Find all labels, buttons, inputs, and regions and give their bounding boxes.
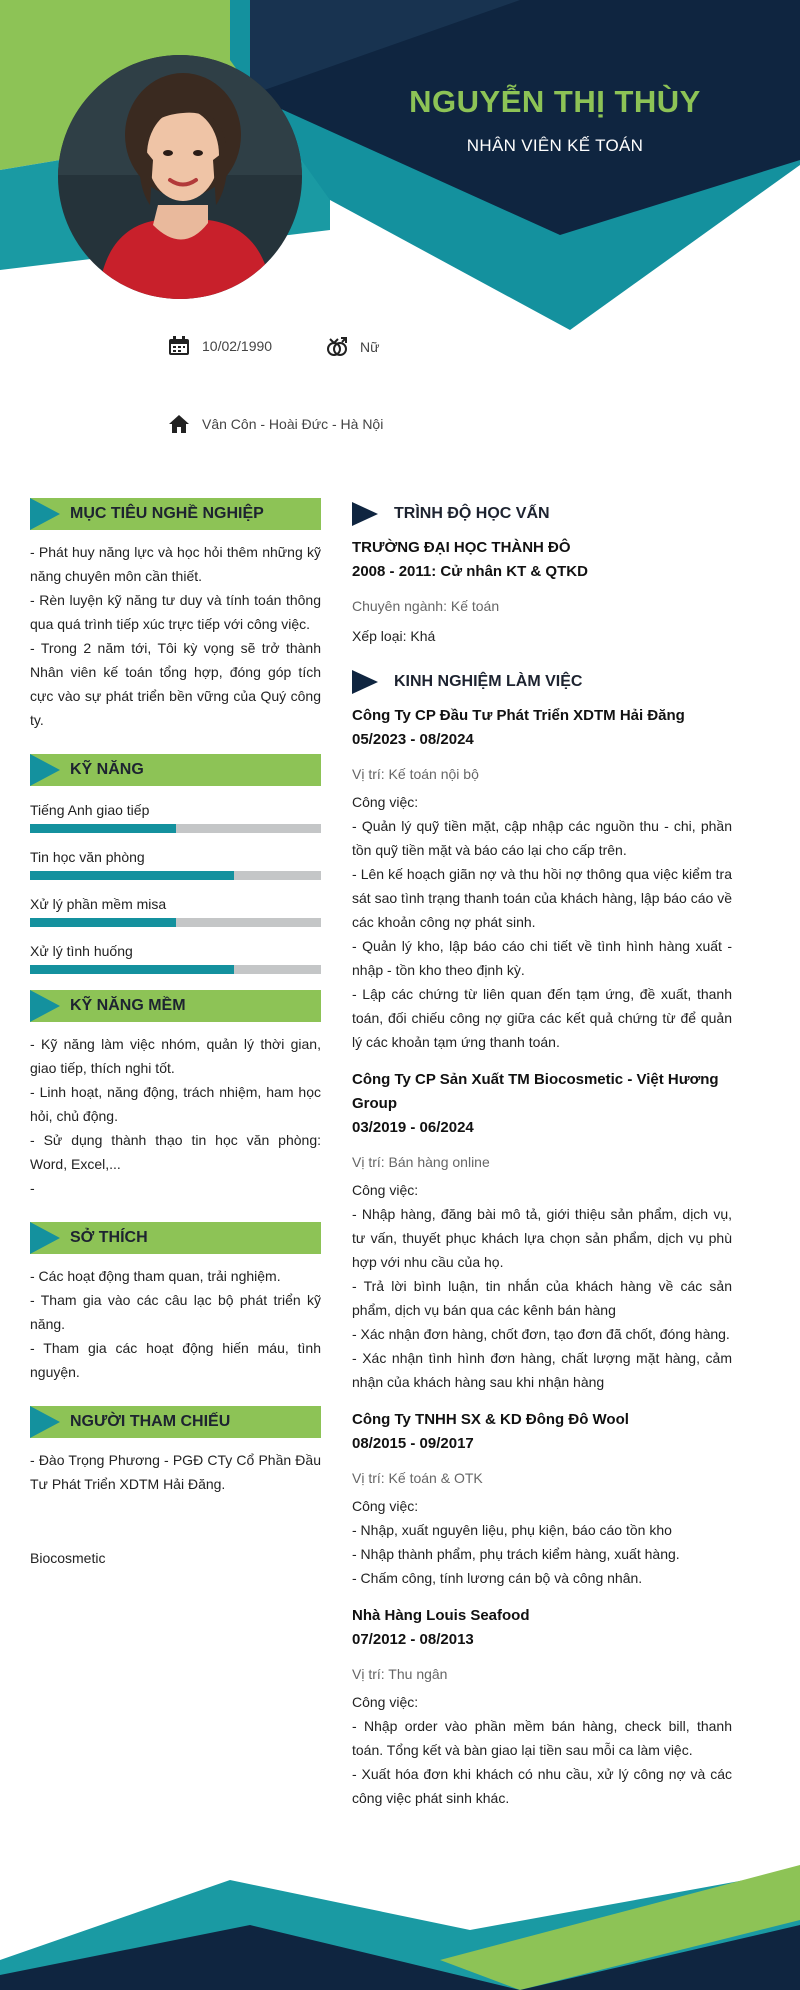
birthdate: 10/02/1990 [202,338,273,354]
skill-bar [30,871,321,880]
candidate-name: NGUYỄN THỊ THÙY [409,84,701,119]
job-entry [352,1604,732,1810]
section-title: MỤC TIÊU NGHỀ NGHIỆP [70,505,264,522]
gender-row [326,336,379,358]
skills-heading [30,754,321,786]
education-heading [352,498,732,530]
birthdate-row [168,336,272,356]
skills-section [30,754,321,974]
gender: Nữ [360,339,380,355]
left-column [30,498,321,1592]
calendar-icon [168,336,190,356]
job-duty: - Xác nhận đơn hàng, chốt đơn, tạo đơn đã chốt, đóng hàng. [352,1326,730,1342]
skill-name: Xử lý tình huống [30,943,133,959]
job-work-label: Công việc: [352,794,419,810]
job-company: Công Ty TNHH SX & KD Đông Đô Wool [352,1411,629,1428]
job-duty: - Xuất hóa đơn khi khách có nhu cầu, xử lý công nợ và các công việc phát sinh khác. [352,1766,732,1806]
arrow-icon [352,670,378,694]
education-section [352,498,732,648]
job-period: 03/2019 - 06/2024 [352,1119,474,1136]
job-company: Nhà Hàng Louis Seafood [352,1607,530,1624]
arrow-icon [30,1222,62,1254]
section-title: NGƯỜI THAM CHIẾU [70,1413,231,1430]
address-row [168,414,383,434]
job-duty: - Quản lý quỹ tiền mặt, cập nhập các nguồn thu - chi, phần tồn quỹ tiền mặt và báo cáo lại cho cấp trên. [352,818,732,858]
candidate-title: NHÂN VIÊN KẾ TOÁN [466,136,644,155]
job-work-label: Công việc: [352,1182,419,1198]
profile-photo [58,55,302,299]
soft-skills-heading [30,990,321,1022]
job-entry [352,1408,732,1590]
job-company: Công Ty CP Đầu Tư Phát Triển XDTM Hải Đăng [352,707,685,724]
job-duty: - Lên kế hoạch giãn nợ và thu hồi nợ thông qua việc kiểm tra sát sao tình trạng thanh toán của khách hàng, lập báo cáo về các khoản công nợ phát sinh. [352,866,732,930]
skill-bar [30,918,321,927]
school-name: TRƯỜNG ĐẠI HỌC THÀNH ĐÔ [352,539,571,556]
home-icon [168,414,190,434]
job-duty: - Trả lời bình luận, tin nhắn của khách hàng về các sản phẩm, dịch vụ bán qua các kênh bán hàng [352,1278,732,1318]
arrow-icon [30,754,62,786]
arrow-icon [30,1406,62,1438]
hobbies-heading [30,1222,321,1254]
skill-bar [30,965,321,974]
job-duty: - Xác nhận tình hình đơn hàng, chất lượng mặt hàng, cảm nhận của khách hàng sau khi nhận hàng [352,1350,732,1390]
job-period: 05/2023 - 08/2024 [352,731,474,748]
hobby-line: - Các hoạt động tham quan, trải nghiệm. [30,1268,281,1284]
hobbies-section [30,1222,321,1384]
experience-section [352,666,732,1810]
job-entry [352,704,732,1054]
soft-skills-section [30,990,321,1200]
objective-heading [30,498,321,530]
skill-bar-fill [30,918,176,927]
job-duty: - Nhập, xuất nguyên liệu, phụ kiện, báo cáo tồn kho [352,1522,672,1538]
job-work-label: Công việc: [352,1694,419,1710]
job-period: 08/2015 - 09/2017 [352,1435,474,1452]
job-work-label: Công việc: [352,1498,419,1514]
section-title: KỸ NĂNG MỀM [70,997,186,1014]
arrow-icon [352,502,378,526]
references-section [30,1406,321,1570]
job-position: Vị trí: Bán hàng online [352,1154,490,1170]
experience-heading [352,666,732,698]
hobby-line: - Tham gia vào các câu lạc bộ phát triển kỹ năng. [30,1292,321,1332]
job-position: Vị trí: Thu ngân [352,1666,448,1682]
arrow-icon [30,498,62,530]
skill-bar-fill [30,965,234,974]
job-duty: - Nhập hàng, đăng bài mô tả, giới thiệu sản phẩm, dịch vụ, tư vấn, thuyết phục khách lựa chọn sản phẩm, dịch vụ phù hợp với nhu cầu của họ. [352,1206,732,1270]
objective-section [30,498,321,732]
objective-line: - Phát huy năng lực và học hỏi thêm những kỹ năng chuyên môn cần thiết. [30,544,321,584]
job-period: 07/2012 - 08/2013 [352,1631,474,1648]
objective-line: - Rèn luyện kỹ năng tư duy và tính toán thông qua quá trình tiếp xúc trực tiếp với công việc. [30,592,321,632]
address: Vân Côn - Hoài Đức - Hà Nội [202,416,384,432]
job-duty: - Chấm công, tính lương cán bộ và công nhân. [352,1570,643,1586]
soft-skill-line: - Sử dụng thành thạo tin học văn phòng: Word, Excel,... [30,1132,321,1172]
hobby-line: - Tham gia các hoạt động hiến máu, tình nguyện. [30,1340,321,1380]
job-position: Vị trí: Kế toán nội bộ [352,766,479,782]
job-entry [352,1068,732,1394]
skill-name: Xử lý phần mềm misa [30,896,167,912]
reference-line: - Đào Trọng Phương - PGĐ CTy Cổ Phần Đầu Tư Phát Triển XDTM Hải Đăng. [30,1452,321,1492]
references-heading [30,1406,321,1438]
skill-bar-fill [30,871,234,880]
job-duty: - Nhập thành phẩm, phụ trách kiểm hàng, xuất hàng. [352,1546,680,1562]
job-position: Vị trí: Kế toán & OTK [352,1470,483,1486]
education-period: 2008 - 2011: Cử nhân KT & QTKD [352,563,588,580]
soft-skill-line: - Kỹ năng làm việc nhóm, quản lý thời gian, giao tiếp, thích nghi tốt. [30,1036,321,1076]
gender-icon [326,336,348,358]
right-column [352,498,732,1824]
job-company: Công Ty CP Sản Xuất TM Biocosmetic - Việt Hương Group [352,1071,719,1112]
section-title: KỸ NĂNG [70,761,144,778]
soft-skill-line: - [30,1180,35,1196]
arrow-icon [30,990,62,1022]
education-major: Chuyên ngành: Kế toán [352,598,500,614]
soft-skill-line: - Linh hoạt, năng động, trách nhiệm, ham học hỏi, chủ động. [30,1084,321,1124]
skill-bar-fill [30,824,176,833]
job-duty: - Quản lý kho, lập báo cáo chi tiết về tình hình hàng xuất - nhập - tồn kho theo định kỳ. [352,938,732,978]
section-title: TRÌNH ĐỘ HỌC VẤN [394,505,550,522]
objective-line: - Trong 2 năm tới, Tôi kỳ vọng sẽ trở thành Nhân viên kế toán tổng hợp, đóng góp tích cực vào sự phát triển bền vững của Quý công ty. [30,640,321,728]
skill-bar [30,824,321,833]
skill-name: Tiếng Anh giao tiếp [30,802,150,818]
section-title: KINH NGHIỆM LÀM VIỆC [394,673,583,690]
section-title: SỞ THÍCH [70,1229,148,1246]
job-duty: - Nhập order vào phần mềm bán hàng, check bill, thanh toán. Tổng kết và bàn giao lại tiền sau mỗi ca làm việc. [352,1718,732,1758]
job-duty: - Lập các chứng từ liên quan đến tạm ứng, đề xuất, thanh toán, đối chiếu công nợ giữa các kết quả chứng từ để quản lý các khoản tạm ứng thanh toán. [352,986,732,1050]
education-grade: Xếp loại: Khá [352,628,436,644]
reference-extra: Biocosmetic [30,1550,106,1566]
skill-name: Tin học văn phòng [30,849,145,865]
